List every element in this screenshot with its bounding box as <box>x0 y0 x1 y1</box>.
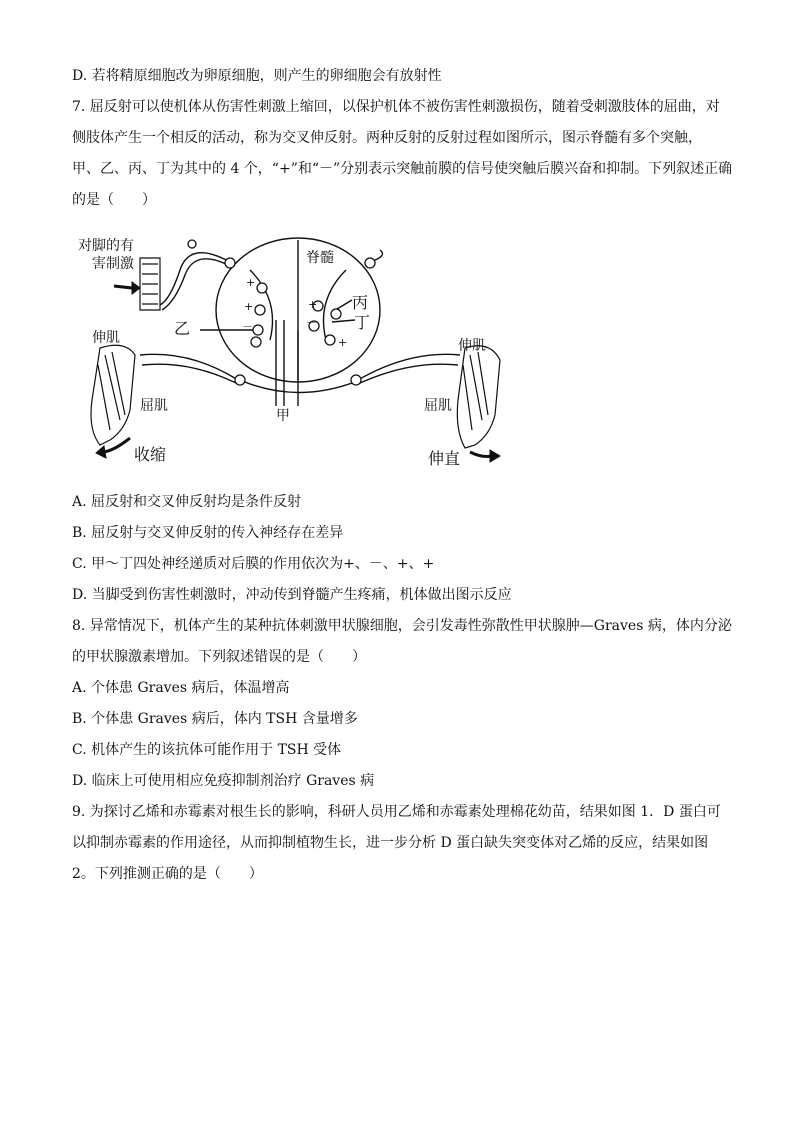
neuron-body <box>257 283 267 293</box>
q7-stem-line-2: 侧肢体产生一个相反的活动，称为交叉伸反射。两种反射的反射过程如图所示，图示脊髓有多个突触， <box>72 130 702 146</box>
neuron-body <box>365 258 375 268</box>
label-contract: 收缩 <box>134 445 167 464</box>
label-jia: 甲 <box>276 408 290 424</box>
label-spinal-cord: 脊髓 <box>306 250 334 266</box>
q8-stem-line-2: 的甲状腺激素增加。下列叙述错误的是（ ） <box>72 649 366 665</box>
q8-stem-line-1: 8. 异常情况下，机体产生的某种抗体刺激甲状腺细胞，会引发毒性弥散性甲状腺肿—Graves 病，体内分泌 <box>72 618 732 634</box>
q7-option-b: B. 屈反射与交叉伸反射的传入神经存在差异 <box>72 525 344 541</box>
label-bing: 丙 <box>352 293 369 312</box>
q9-stem-line-2: 以抑制赤霉素的作用途径，从而抑制植物生长，进一步分析 D 蛋白缺失突变体对乙烯的反应，结果如图 <box>72 835 709 851</box>
q7-stem-line-4: 的是（ ） <box>72 192 156 208</box>
extend-arrow <box>470 452 492 457</box>
neuron-body <box>188 240 196 248</box>
neuron-body <box>251 337 261 347</box>
minus-sign: － <box>306 316 317 329</box>
neuron-body <box>235 375 245 385</box>
minus-sign: － <box>242 320 253 333</box>
label-flexor-left: 屈肌 <box>140 398 168 414</box>
left-leg-shape <box>91 345 135 445</box>
neuron-body <box>225 258 235 268</box>
q7-stem-line-1: 7. 屈反射可以使机体从伤害性刺激上缩回，以保护机体不被伤害性刺激损伤，随着受刺激肢体的屈曲，对 <box>72 99 720 115</box>
q7-stem-line-3: 甲、乙、丙、丁为其中的 4 个，“+”和“－”分别表示突触前膜的信号使突触后膜兴奋和抑制。下列叙述正确 <box>72 161 733 177</box>
neuron-body <box>255 305 265 315</box>
q7-option-c: C. 甲～丁四处神经递质对后膜的作用依次为+、－、+、+ <box>72 556 435 572</box>
label-stimulus-1: 对脚的有 <box>78 238 134 254</box>
neuron-body <box>325 335 335 345</box>
q8-option-a: A. 个体患 Graves 病后，体温增高 <box>72 680 290 696</box>
label-stimulus-2: 害制激 <box>92 256 134 272</box>
label-flexor-right: 屈肌 <box>424 398 452 414</box>
q9-stem-line-1: 9. 为探讨乙烯和赤霉素对根生长的影响，科研人员用乙烯和赤霉素处理棉花幼苗，结果如图 1．D 蛋白可 <box>72 804 721 820</box>
plus-sign: + <box>308 298 318 311</box>
reflex-diagram <box>70 230 510 470</box>
neuron-body <box>331 309 341 319</box>
q7-option-d: D. 当脚受到伤害性刺激时，冲动传到脊髓产生疼痛，机体做出图示反应 <box>72 587 512 603</box>
right-leg-shape <box>457 346 500 448</box>
plus-sign: + <box>244 300 254 313</box>
label-ding: 丁 <box>354 313 371 332</box>
neuron-body <box>351 375 361 385</box>
q8-option-c: C. 机体产生的该抗体可能作用于 TSH 受体 <box>72 742 342 758</box>
q9-stem-line-3: 2。下列推测正确的是（ ） <box>72 866 263 882</box>
plus-sign: + <box>246 276 256 289</box>
contract-arrow <box>104 438 130 452</box>
neuron-body <box>253 325 263 335</box>
q6-option-d: D. 若将精原细胞改为卵原细胞，则产生的卵细胞会有放射性 <box>72 68 442 84</box>
q7-option-a: A. 屈反射和交叉伸反射均是条件反射 <box>72 494 302 510</box>
stimulus-arrow <box>114 286 132 288</box>
plus-sign: + <box>338 336 348 349</box>
label-extensor-left: 伸肌 <box>92 330 120 346</box>
label-extensor-right: 伸肌 <box>458 338 486 354</box>
label-extend: 伸直 <box>428 449 461 468</box>
label-yi: 乙 <box>174 319 191 338</box>
q8-option-d: D. 临床上可使用相应免疫抑制剂治疗 Graves 病 <box>72 773 375 789</box>
q8-option-b: B. 个体患 Graves 病后，体内 TSH 含量增多 <box>72 711 358 727</box>
